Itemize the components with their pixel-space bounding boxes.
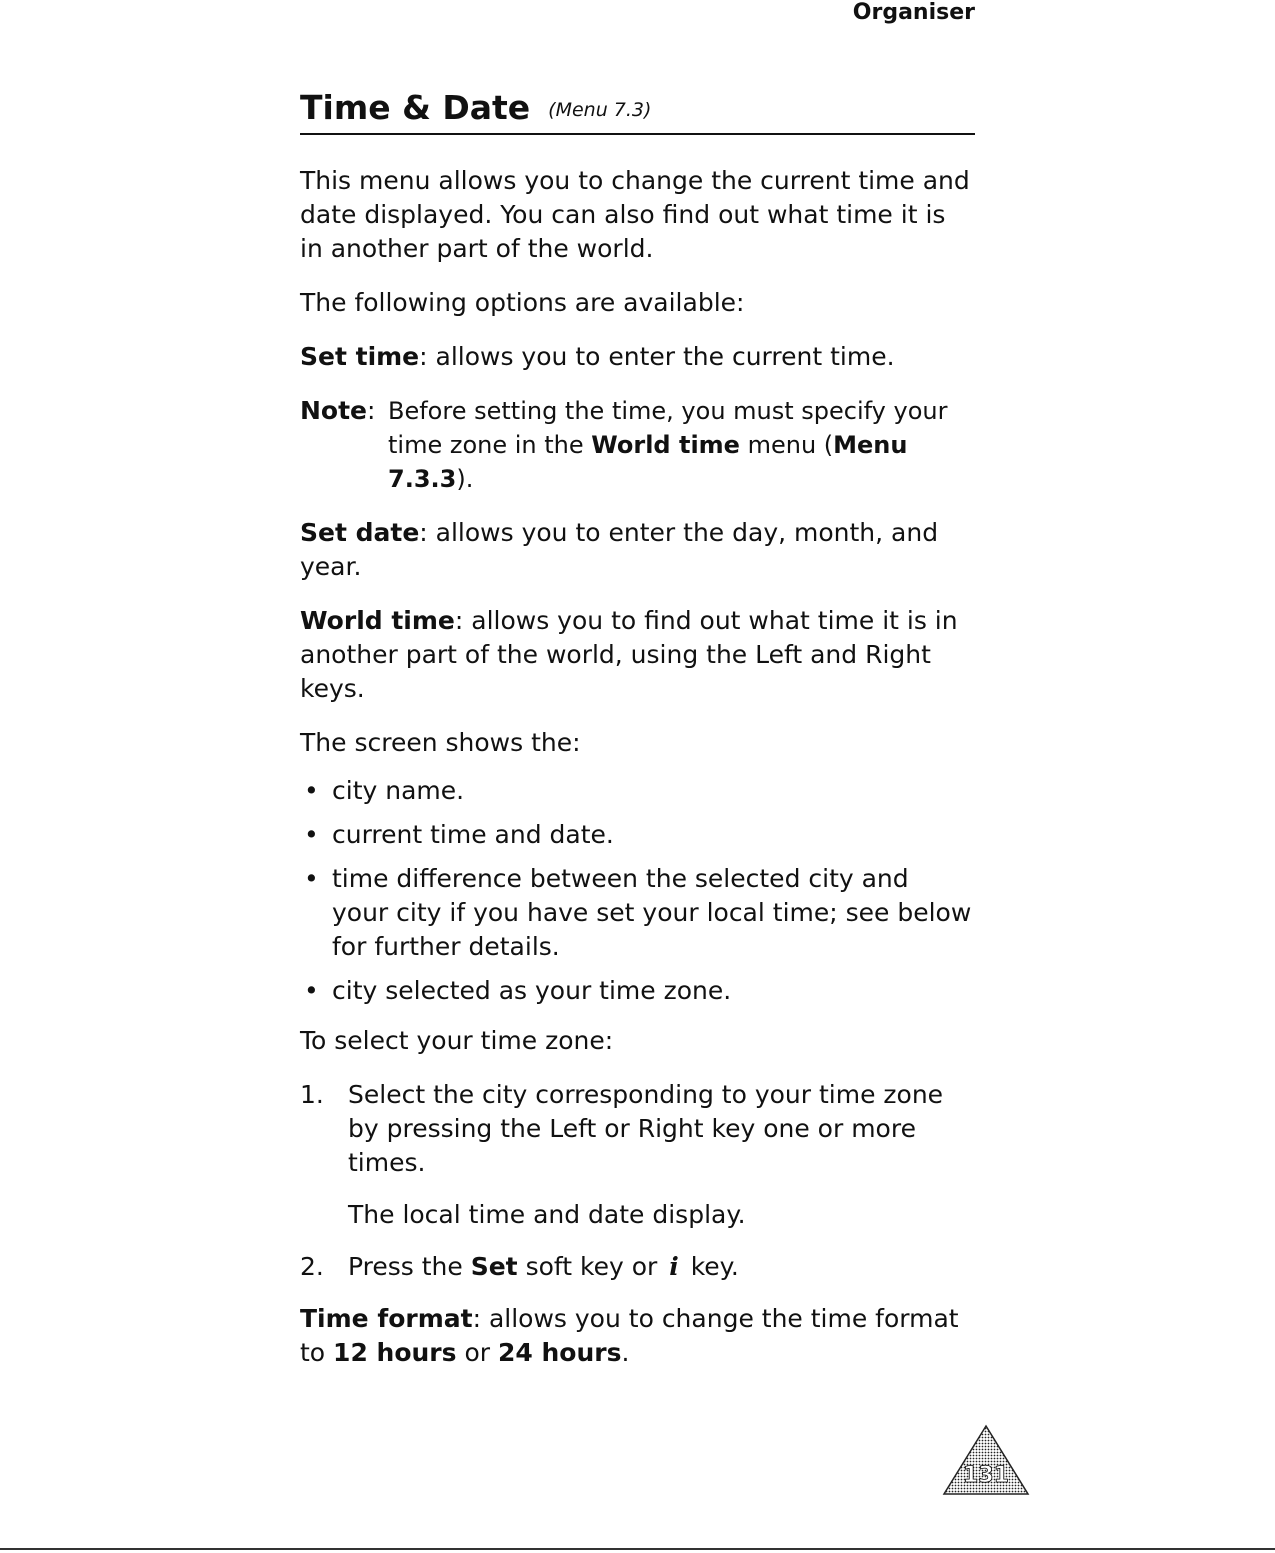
running-header: Organiser — [852, 0, 975, 25]
page-title — [300, 88, 975, 135]
step-subtext: The local time and date display. — [348, 1200, 746, 1229]
world-time-ref: World time — [591, 431, 740, 459]
bullet-item: • city name. — [300, 774, 972, 808]
set-time-label: Set time — [300, 342, 420, 371]
menu-ref-bold: Menu 7.3.3 — [388, 431, 908, 493]
step-number: 1. — [300, 1080, 324, 1109]
info-key-icon: i — [669, 1252, 679, 1281]
time-format-label: Time format — [300, 1304, 473, 1333]
note-label: Note — [300, 396, 368, 425]
step-number: 2. — [300, 1252, 324, 1281]
intro-paragraph: This menu allows you to change the current time and date displayed. You can also find out what time it is in another part of the world. — [300, 166, 970, 263]
time-format-option: Time format: allows you to change the time format to 12 hours or 24 hours. — [300, 1304, 959, 1367]
select-intro: To select your time zone: — [300, 1026, 614, 1055]
world-time-option — [300, 604, 972, 706]
set-date-desc: : allows you to enter the day, month, and year. — [300, 518, 939, 581]
bullet-item: • time difference between the selected city and your city if you have set your local time; see below for further details. — [300, 862, 972, 964]
menu-reference: (Menu 7.3) — [548, 99, 652, 121]
page-title-text: Time & Date — [300, 88, 531, 127]
step-text: Press the Set soft key or i key. — [348, 1252, 739, 1281]
note-colon: : — [367, 396, 376, 425]
step-item — [300, 1078, 972, 1232]
step-text: Select the city corresponding to your time zone by pressing the Left or Right key one or more times. — [348, 1080, 944, 1177]
set-time-option — [300, 340, 972, 374]
page-number: 131 — [963, 1463, 1009, 1488]
screen-intro: The screen shows the: — [300, 728, 581, 757]
page-number-badge — [942, 1424, 1030, 1496]
twelve-hours: 12 hours — [333, 1338, 457, 1367]
screen-bullet-list — [300, 774, 972, 1008]
main-content — [300, 164, 972, 1370]
twentyfour-hours: 24 hours — [498, 1338, 622, 1367]
note-block — [300, 394, 972, 496]
bullet-item: • city selected as your time zone. — [300, 974, 972, 1008]
step-item — [300, 1250, 972, 1284]
world-time-desc: : allows you to find out what time it is in another part of the world, using the Left and Right keys. — [300, 606, 958, 703]
note-body: Before setting the time, you must specify your time zone in the World time menu (Menu 7.3.3). — [388, 397, 948, 493]
set-date-option — [300, 516, 972, 584]
steps-list — [300, 1078, 972, 1284]
set-key-label: Set — [470, 1252, 518, 1281]
bottom-rule — [0, 1548, 1275, 1550]
set-date-label: Set date — [300, 518, 420, 547]
set-time-desc: : allows you to enter the current time. — [419, 342, 895, 371]
world-time-label: World time — [300, 606, 455, 635]
bullet-item: • current time and date. — [300, 818, 972, 852]
options-intro: The following options are available: — [300, 288, 745, 317]
